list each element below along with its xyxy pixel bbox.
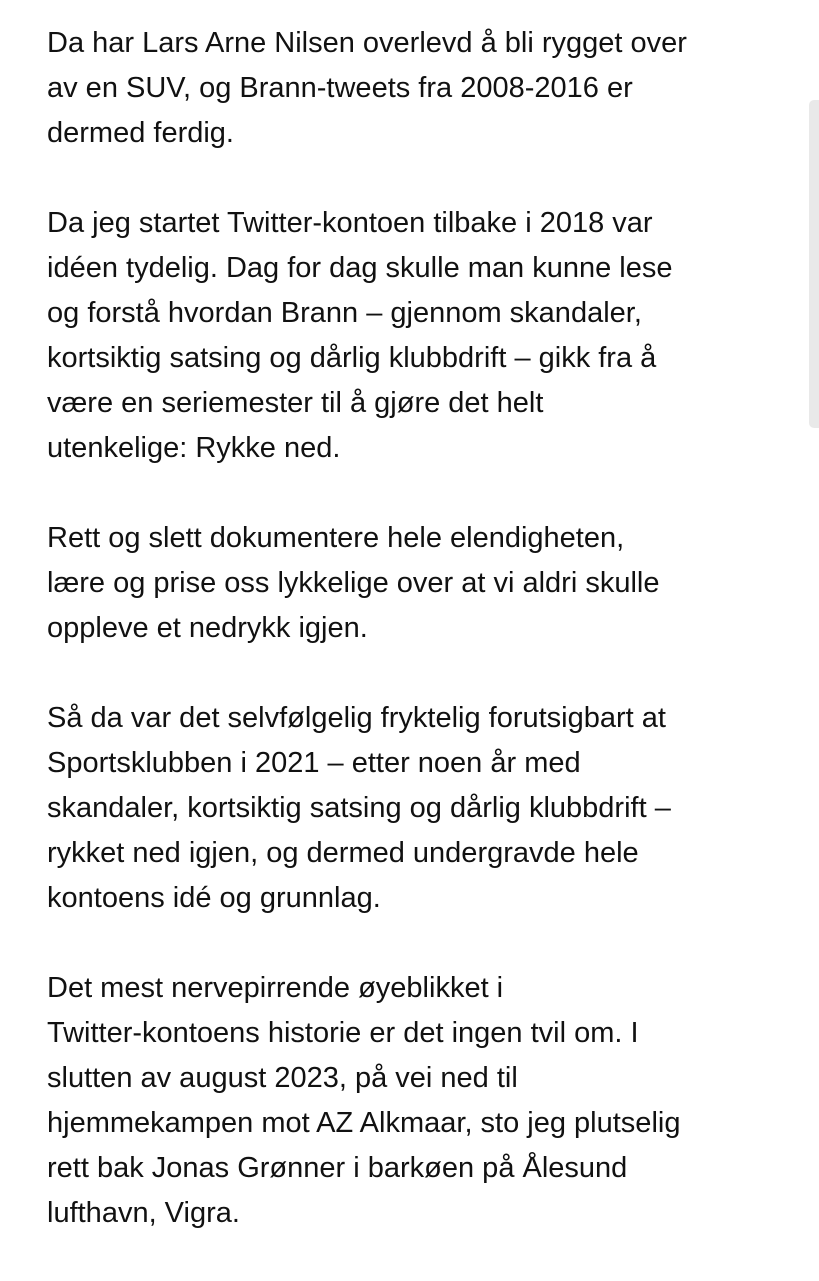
text-line: kontoens idé og grunnlag. xyxy=(47,882,381,914)
text-line: utenkelige: Rykke ned. xyxy=(47,432,341,464)
text-line: kortsiktig satsing og dårlig klubbdrift – gikk fra å xyxy=(47,342,657,374)
text-line: Så da var det selvfølgelig fryktelig forutsigbart at xyxy=(47,702,666,734)
text-line: lære og prise oss lykkelige over at vi aldri skulle xyxy=(47,567,660,599)
paragraph-5 xyxy=(47,966,787,1236)
scrollbar-thumb[interactable] xyxy=(809,100,819,428)
text-line: Da jeg startet Twitter-kontoen tilbake i 2018 var xyxy=(47,207,653,239)
text-line: Det mest nervepirrende øyeblikket i xyxy=(47,972,504,1004)
text-line: Sportsklubben i 2021 – etter noen år med xyxy=(47,747,581,779)
text-line: Twitter-kontoens historie er det ingen tvil om. I xyxy=(47,1017,639,1049)
text-line: lufthavn, Vigra. xyxy=(47,1197,240,1229)
paragraph-2 xyxy=(47,201,787,471)
text-line: rett bak Jonas Grønner i barkøen på Ålesund xyxy=(47,1152,628,1184)
text-line: Rett og slett dokumentere hele elendigheten, xyxy=(47,522,625,554)
text-line: idéen tydelig. Dag for dag skulle man kunne lese xyxy=(47,252,673,284)
text-line: hjemmekampen mot AZ Alkmaar, sto jeg plutselig xyxy=(47,1107,681,1139)
article-body xyxy=(47,21,787,1281)
text-line: oppleve et nedrykk igjen. xyxy=(47,612,368,644)
text-line: slutten av august 2023, på vei ned til xyxy=(47,1062,518,1094)
text-line: dermed ferdig. xyxy=(47,117,234,149)
text-line: være en seriemester til å gjøre det helt xyxy=(47,387,544,419)
paragraph-1 xyxy=(47,21,787,156)
paragraph-4 xyxy=(47,696,787,921)
text-line: Da har Lars Arne Nilsen overlevd å bli rygget over xyxy=(47,27,687,59)
paragraph-3 xyxy=(47,516,787,651)
text-line: og forstå hvordan Brann – gjennom skandaler, xyxy=(47,297,642,329)
text-line: rykket ned igjen, og dermed undergravde hele xyxy=(47,837,639,869)
text-line: skandaler, kortsiktig satsing og dårlig klubbdrift – xyxy=(47,792,671,824)
text-line: av en SUV, og Brann-tweets fra 2008-2016 er xyxy=(47,72,633,104)
